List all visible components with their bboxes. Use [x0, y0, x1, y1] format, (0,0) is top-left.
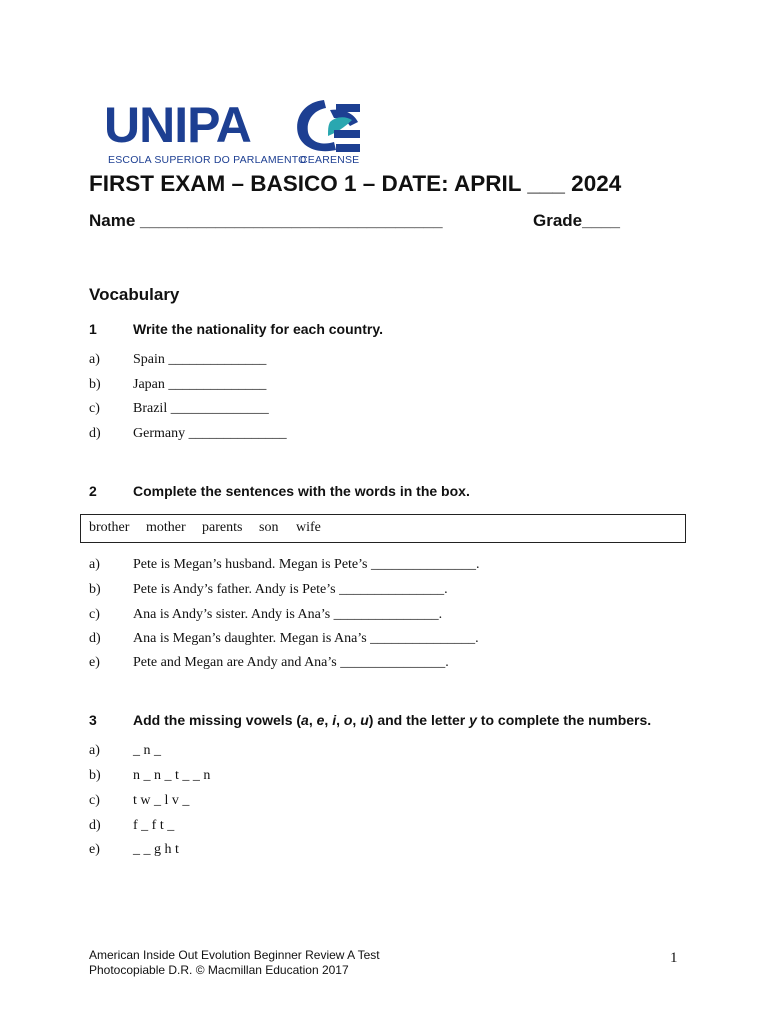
- q2-item-text: Ana is Andy’s sister. Andy is Ana’s _______________.: [133, 607, 443, 622]
- question-2-instruction: Complete the sentences with the words in the box.: [133, 483, 470, 499]
- word-box: [80, 514, 686, 543]
- word-box-word: wife: [296, 520, 321, 535]
- q3-item-text: t w _ l v _: [133, 793, 190, 808]
- question-2-number: 2: [89, 483, 97, 499]
- q2-item-text: Pete is Megan’s husband. Megan is Pete’s _______________.: [133, 557, 480, 572]
- footer-line: Photocopiable D.R. © Macmillan Education 2017: [89, 963, 349, 977]
- q3-item-text: n _ n _ t _ _ n: [133, 768, 211, 783]
- q2-item-letter: c): [89, 607, 100, 622]
- question-3-instruction: Add the missing vowels (a, e, i, o, u) and the letter y to complete the numbers.: [133, 712, 652, 728]
- q1-item-letter: a): [89, 352, 100, 367]
- word-box-word: parents: [202, 520, 243, 535]
- q3-item-letter: c): [89, 793, 100, 808]
- logo-wordmark: UNIPA: [104, 97, 251, 153]
- q1-item-letter: d): [89, 426, 101, 441]
- word-box-word: brother: [89, 520, 130, 535]
- question-1-instruction: Write the nationality for each country.: [133, 321, 383, 337]
- word-box-word: son: [259, 520, 279, 535]
- logo-subtitle-right: CEARENSE: [300, 154, 360, 166]
- footer: [89, 948, 380, 978]
- q2-item-text: Ana is Megan’s daughter. Megan is Ana’s _______________.: [133, 631, 479, 646]
- q1-item-letter: b): [89, 377, 101, 392]
- q2-item-text: Pete and Megan are Andy and Ana’s _______________.: [133, 655, 449, 670]
- q3-item-text: _ n _: [133, 743, 161, 758]
- q3-item-letter: e): [89, 842, 100, 857]
- q3-item-text: _ _ g h t: [133, 842, 179, 857]
- q1-item-letter: c): [89, 401, 100, 416]
- q3-item-letter: b): [89, 768, 101, 783]
- q1-item-text: Brazil ______________: [133, 401, 269, 416]
- q1-item-text: Spain ______________: [133, 352, 267, 367]
- page-number: 1: [670, 950, 678, 966]
- footer-line: American Inside Out Evolution Beginner Review A Test: [89, 948, 380, 962]
- grade-field: Grade____: [533, 211, 620, 230]
- q3-item-letter: a): [89, 743, 100, 758]
- exam-title: FIRST EXAM – BASICO 1 – DATE: APRIL ___ 2024: [89, 171, 622, 196]
- section-title: Vocabulary: [89, 285, 180, 304]
- q2-item-letter: a): [89, 557, 100, 572]
- question-1-number: 1: [89, 321, 97, 337]
- logo-swoosh-icon: [290, 96, 362, 154]
- unipace-logo: [104, 96, 362, 170]
- q2-item-letter: d): [89, 631, 101, 646]
- name-field: Name ________________________________: [89, 211, 443, 230]
- q2-item-letter: e): [89, 655, 100, 670]
- q3-item-text: f _ f t _: [133, 818, 175, 833]
- q1-item-text: Japan ______________: [133, 377, 267, 392]
- q1-item-text: Germany ______________: [133, 426, 287, 441]
- logo-subtitle: ESCOLA SUPERIOR DO PARLAMENTO: [108, 154, 307, 166]
- question-3-number: 3: [89, 712, 97, 728]
- word-box-word: mother: [146, 520, 186, 535]
- q2-item-letter: b): [89, 582, 101, 597]
- q3-item-letter: d): [89, 818, 101, 833]
- q2-item-text: Pete is Andy’s father. Andy is Pete’s _______________.: [133, 582, 448, 597]
